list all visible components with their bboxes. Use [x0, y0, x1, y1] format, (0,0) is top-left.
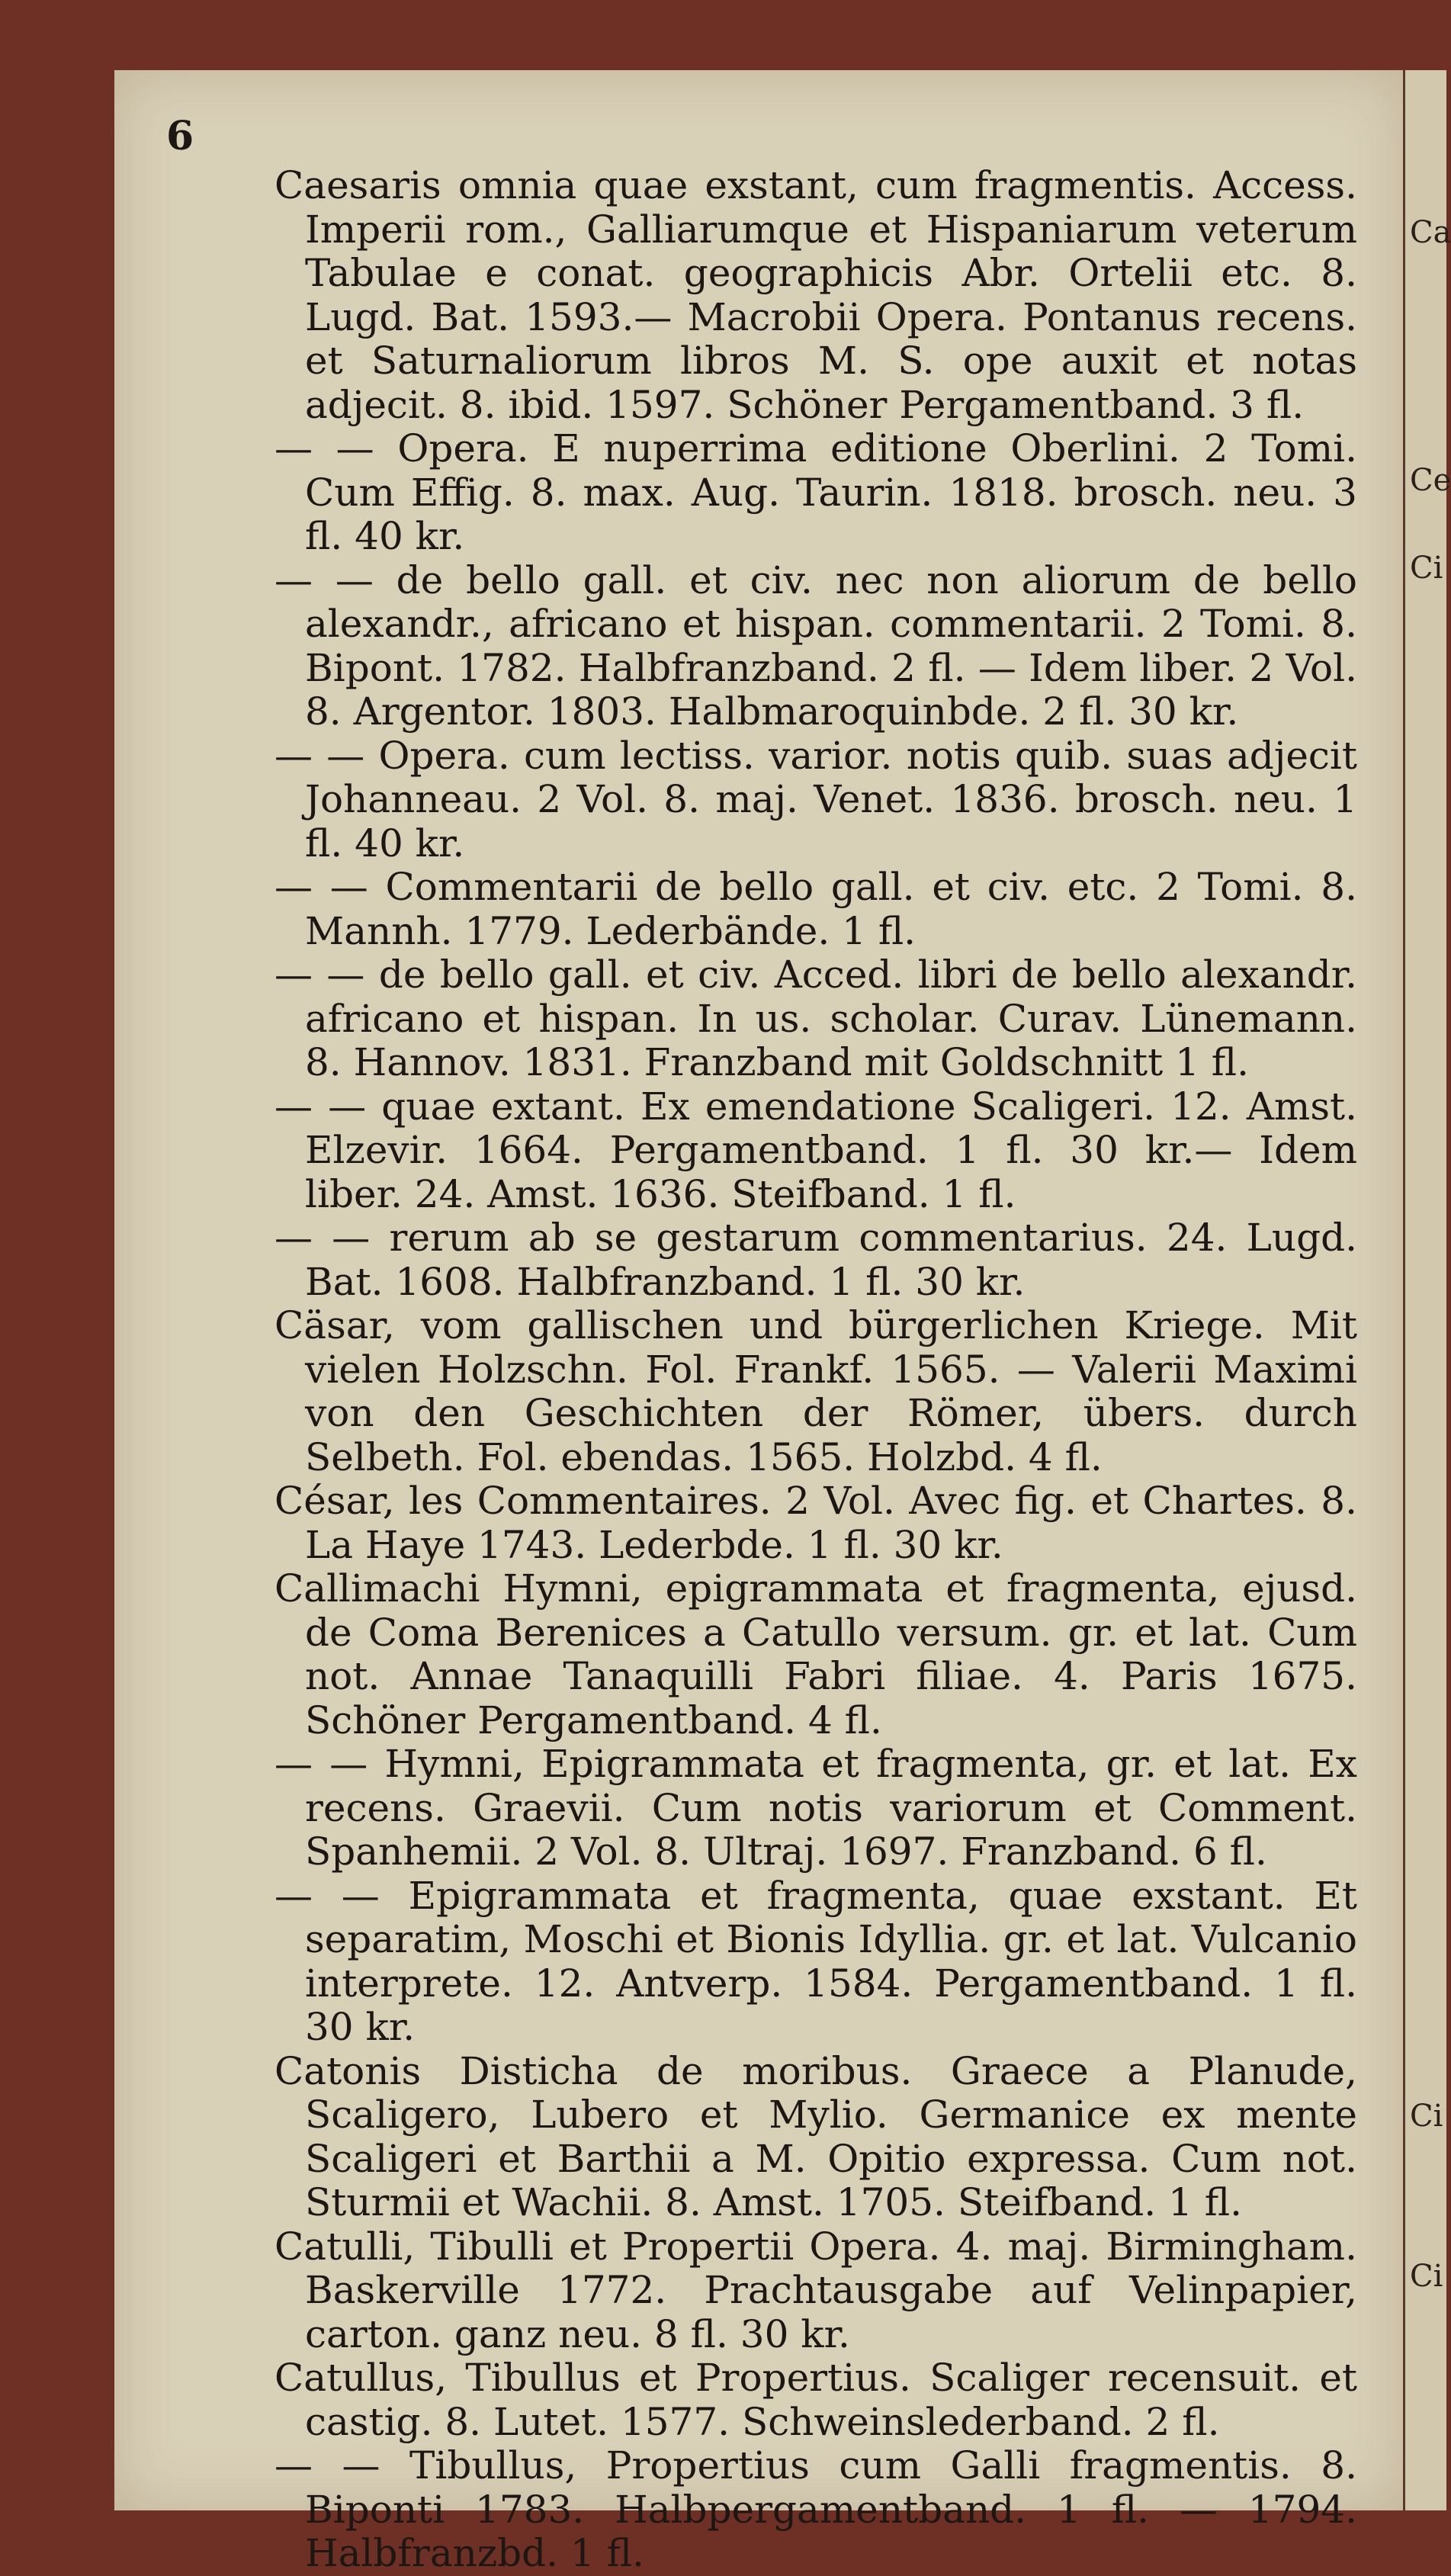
- catalog-entry: — — Opera. E nuperrima editione Oberlini. 2 Tomi. Cum Effig. 8. max. Aug. Taurin. 1818. brosch. neu. 3 fl. 40 kr.: [274, 426, 1357, 558]
- fragment-1: Ca: [1410, 215, 1451, 250]
- fragment-2: Ce: [1410, 463, 1451, 498]
- catalog-entry: Caesaris omnia quae exstant, cum fragmentis. Access. Imperii rom., Galliarumque et Hispaniarum veterum Tabulae e conat. geographicis Abr. Ortelii etc. 8. Lugd. Bat. 1593.— Macrobii Opera. Pontanus recens. et Saturnaliorum libros M. S. ope auxit et notas adjecit. 8. ibid. 1597. Schöner Pergamentband. 3 fl.: [274, 163, 1357, 427]
- catalog-entries: [274, 164, 1357, 2576]
- catalog-entry: Catonis Disticha de moribus. Graece a Planude, Scaligero, Lubero et Mylio. Germanice ex mente Scaligeri et Barthii a M. Opitio expressa. Cum not. Sturmii et Wachii. 8. Amst. 1705. Steifband. 1 fl.: [274, 2048, 1357, 2224]
- catalog-entry: Callimachi Hymni, epigrammata et fragmenta, ejusd. de Coma Berenices a Catullo versum. gr. et lat. Cum not. Annae Tanaquilli Fabri filiae. 4. Paris 1675. Schöner Pergamentband. 4 fl.: [274, 1566, 1357, 1742]
- catalog-entry: — — de bello gall. et civ. Acced. libri de bello alexandr. africano et hispan. In us. scholar. Curav. Lünemann. 8. Hannov. 1831. Franzband mit Goldschnitt 1 fl.: [274, 952, 1357, 1084]
- catalog-entry: — — quae extant. Ex emendatione Scaligeri. 12. Amst. Elzevir. 1664. Pergamentband. 1 fl. 30 kr.— Idem liber. 24. Amst. 1636. Steifband. 1 fl.: [274, 1084, 1357, 1216]
- catalog-entry: — — de bello gall. et civ. nec non aliorum de bello alexandr., africano et hispan. commentarii. 2 Tomi. 8. Bipont. 1782. Halbfranzband. 2 fl. — Idem liber. 2 Vol. 8. Argentor. 1803. Halbmaroquinbde. 2 fl. 30 kr.: [274, 557, 1357, 734]
- catalog-entry: Catullus, Tibullus et Propertius. Scaliger recensuit. et castig. 8. Lutet. 1577. Schweinslederband. 2 fl.: [274, 2356, 1357, 2444]
- fragment-4: Ci: [1410, 2099, 1443, 2134]
- catalog-entry: — — rerum ab se gestarum commentarius. 24. Lugd. Bat. 1608. Halbfranzband. 1 fl. 30 kr.: [274, 1216, 1357, 1304]
- catalog-entry: César, les Commentaires. 2 Vol. Avec fig. et Chartes. 8. La Haye 1743. Lederbde. 1 fl. 30 kr.: [274, 1479, 1357, 1567]
- catalog-entry: — — Tibullus, Propertius cum Galli fragmentis. 8. Biponti 1783. Halbpergamentband. 1 fl. — 1794. Halbfranzbd. 1 fl.: [274, 2443, 1357, 2575]
- catalog-entry: Catulli, Tibulli et Propertii Opera. 4. maj. Birmingham. Baskerville 1772. Prachtausgabe auf Velinpapier, carton. ganz neu. 8 fl. 30 kr.: [274, 2224, 1357, 2356]
- adjacent-page-fragments: [1405, 70, 1451, 2510]
- catalog-entry: — — Commentarii de bello gall. et civ. etc. 2 Tomi. 8. Mannh. 1779. Lederbände. 1 fl.: [274, 865, 1357, 953]
- page-number: 6: [166, 113, 194, 159]
- fragment-5: Ci: [1410, 2259, 1443, 2294]
- adjacent-page-edge: [1403, 70, 1451, 2510]
- fragment-3: Ci: [1410, 551, 1443, 586]
- catalog-entry: Cäsar, vom gallischen und bürgerlichen Kriege. Mit vielen Holzschn. Fol. Frankf. 1565. — Valerii Maximi von den Geschichten der Römer, übers. durch Selbeth. Fol. ebendas. 1565. Holzbd. 4 fl.: [274, 1303, 1357, 1479]
- catalog-entry: — — Opera. cum lectiss. varior. notis quib. suas adjecit Johanneau. 2 Vol. 8. maj. Venet. 1836. brosch. neu. 1 fl. 40 kr.: [274, 733, 1357, 866]
- catalog-entry: — — Epigrammata et fragmenta, quae exstant. Et separatim, Moschi et Bionis Idyllia. gr. et lat. Vulcanio interprete. 12. Antverp. 1584. Pergamentband. 1 fl. 30 kr.: [274, 1873, 1357, 2049]
- catalog-entry: — — Hymni, Epigrammata et fragmenta, gr. et lat. Ex recens. Graevii. Cum notis variorum et Comment. Spanhemii. 2 Vol. 8. Ultraj. 1697. Franzband. 6 fl.: [274, 1742, 1357, 1874]
